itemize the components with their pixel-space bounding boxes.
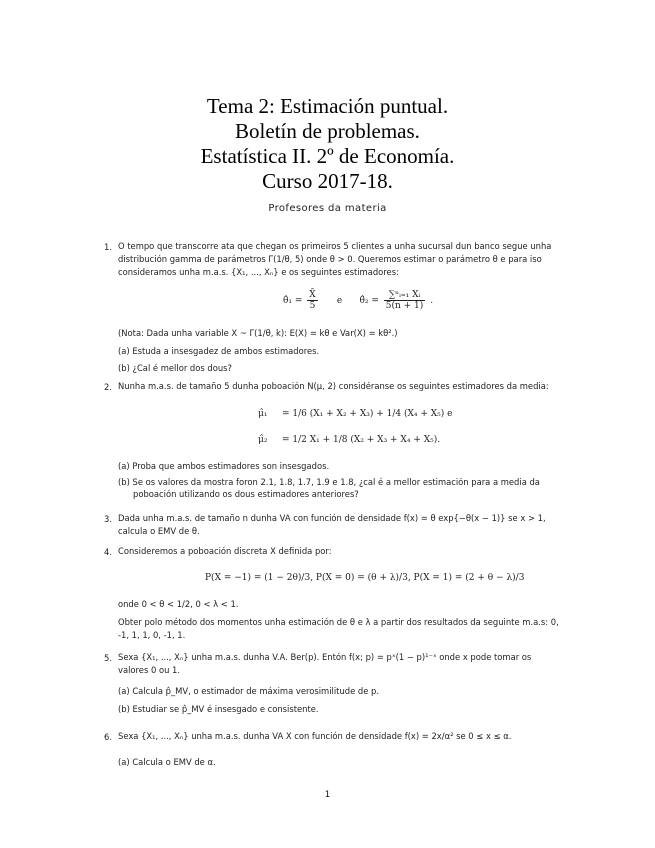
problem-5-item-b: (b) Estudiar se p̂_MV é insesgado e consistente.: [118, 704, 319, 714]
title-line-3: Estatística II. 2º de Economía.: [200, 144, 455, 168]
problem-3-number: 3.: [104, 514, 112, 524]
theta1-fraction: [307, 290, 317, 311]
problem-4-line-1: Consideremos a poboación discreta X definida por:: [118, 546, 332, 556]
problem-5-item-a: (a) Calcula p̂_MV, o estimador de máxima verosimilitude de p.: [118, 686, 380, 696]
equation-and: e: [336, 296, 343, 306]
mu1-rhs: = 1/6 (X₁ + X₂ + X₃) + 1/4 (X₄ + X₅) e: [282, 409, 453, 419]
problem-5-number: 5.: [104, 653, 112, 663]
problem-1-item-b: (b) ¿Cal é mellor dos dous?: [118, 363, 232, 373]
problem-1-line-3: consideramos unha m.a.s. {X₁, ..., Xₙ} e os seguintes estimadores:: [118, 267, 399, 277]
problem-4-equation: P(X = −1) = (1 − 2θ)/3, P(X = 0) = (θ + λ)/3, P(X = 1) = (2 + θ − λ)/3: [205, 573, 525, 583]
theta2-lhs: θ̂₂ =: [359, 296, 382, 306]
problem-1-note: (Nota: Dada unha variable X ~ Γ(1/θ, k): E(X) = kθ e Var(X) = kθ².): [118, 328, 398, 338]
problem-2-line-1: Nunha m.a.s. de tamaño 5 dunha poboación N(μ, 2) considéranse os seguintes estimadores da media:: [118, 381, 549, 391]
theta1-numerator: X̄: [309, 290, 316, 300]
problem-4-line-2: Obter polo método dos momentos unha estimación de θ e λ a partir dos resultados da seguinte m.a.s: 0,: [118, 617, 559, 627]
problem-4-condition: onde 0 < θ < 1/2, 0 < λ < 1.: [118, 599, 239, 609]
problem-2-item-a: (a) Proba que ambos estimadores son insesgados.: [118, 461, 330, 471]
problem-4-number: 4.: [104, 547, 112, 557]
problem-1-line-2: distribución gamma de parámetros Γ(1/θ, 5) onde θ > 0. Queremos estimar o parámetro θ e para iso: [118, 254, 542, 264]
problem-4-line-3: -1, 1, 1, 0, -1, 1.: [118, 630, 186, 640]
problem-5-line-2: valores 0 ou 1.: [118, 665, 181, 675]
mu2-rhs: = 1/2 X₁ + 1/8 (X₂ + X₃ + X₄ + X₅).: [282, 435, 441, 445]
page-number: 1: [324, 790, 331, 800]
problem-6-number: 6.: [104, 732, 112, 742]
theta2-denominator: 5(n + 1): [385, 301, 424, 311]
theta1-denominator: 5: [309, 301, 316, 311]
theta2-numerator: ∑ⁿᵢ₌₁ Xᵢ: [384, 290, 426, 301]
problem-1-number: 1.: [104, 242, 112, 252]
problem-3-line-2: calcula o EMV de θ.: [118, 526, 200, 536]
mu1-lhs: μ̂₁: [258, 409, 268, 419]
theta2-fraction: [384, 290, 426, 311]
title-line-1: Tema 2: Estimación puntual.: [206, 94, 449, 118]
equation-period: .: [430, 296, 434, 306]
problem-2-item-b-line-2: poboación utilizando os dous estimadores anteriores?: [133, 489, 359, 499]
authors: Profesores da materia: [268, 203, 387, 214]
problem-6-line-1: Sexa {X₁, ..., Xₙ} unha m.a.s. dunha VA X con función de densidade f(x) = 2x/α² se 0 ≤ x ≤ α.: [118, 731, 512, 741]
problem-1-line-1: O tempo que transcorre ata que chegan os primeiros 5 clientes a unha sucursal dun banco segue unha: [118, 241, 552, 251]
problem-6-item-a: (a) Calcula o EMV de α.: [118, 757, 216, 767]
problem-1-item-a: (a) Estuda a insesgadez de ambos estimadores.: [118, 346, 320, 356]
problem-1-equation: [283, 290, 433, 311]
mu2-lhs: μ̂₂: [258, 435, 268, 445]
theta1-lhs: θ̂₁ =: [283, 296, 306, 306]
problem-2-number: 2.: [104, 382, 112, 392]
title-line-4: Curso 2017-18.: [262, 169, 393, 193]
problem-5-line-1: Sexa {X₁, ..., Xₙ} unha m.a.s. dunha V.A. Ber(p). Entón f(x; p) = pˣ(1 − p)¹⁻ˣ onde x pode tomar os: [118, 652, 532, 662]
title-line-2: Boletín de problemas.: [235, 119, 420, 143]
problem-2-item-b-line-1: (b) Se os valores da mostra foron 2.1, 1.8, 1.7, 1.9 e 1.8, ¿cal é a mellor estimación para a media da: [118, 477, 540, 487]
problem-3-line-1: Dada unha m.a.s. de tamaño n dunha VA con función de densidade f(x) = θ exp{−θ(x − 1)} se x > 1,: [118, 513, 546, 523]
